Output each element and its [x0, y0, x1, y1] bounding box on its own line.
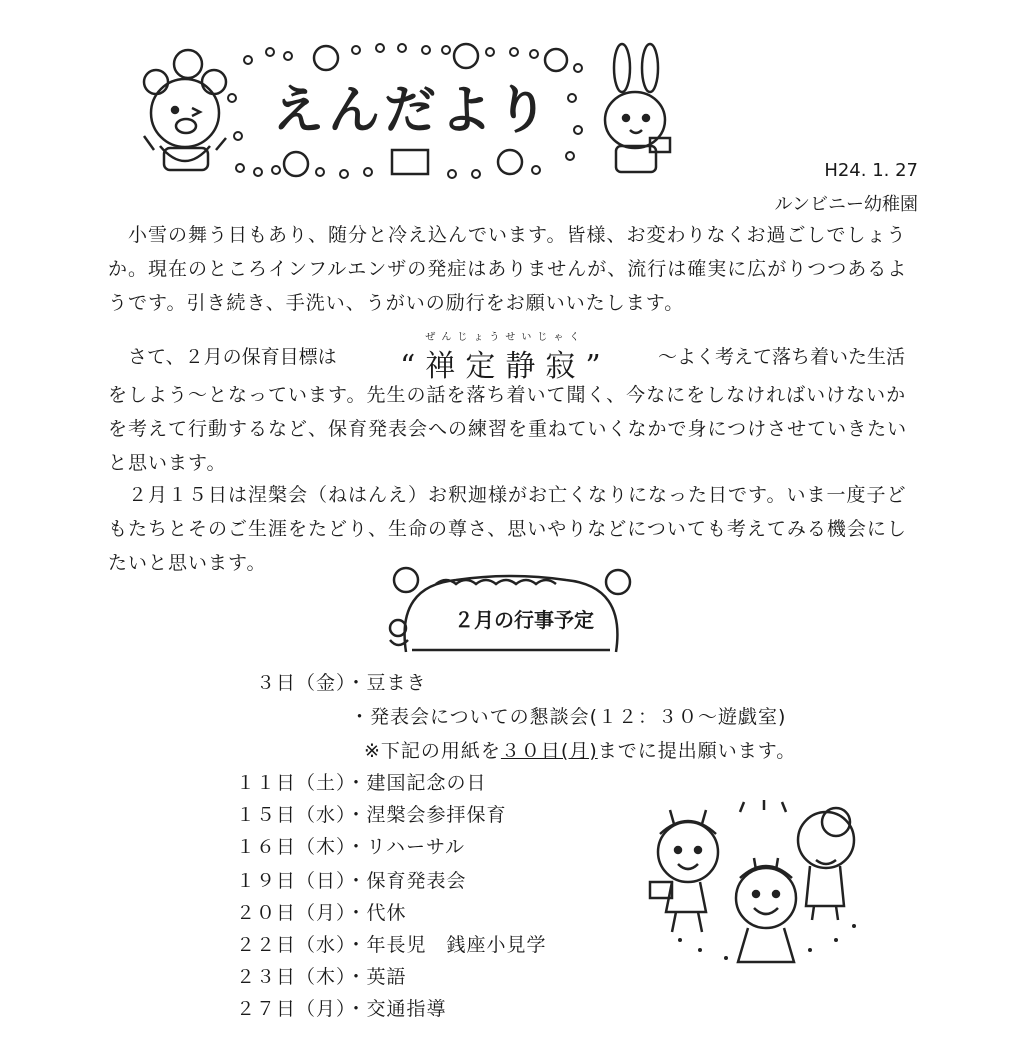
event-row — [236, 930, 547, 957]
event-date: １９日（日） — [236, 870, 347, 892]
event-date: １６日（木） — [236, 836, 347, 858]
event-date: ３日（金） — [256, 672, 347, 694]
newsletter-title: えんだより — [272, 81, 553, 141]
event-row — [350, 702, 786, 729]
goal-suffix: ～よく考えて落ち着いた生活 — [658, 346, 906, 368]
event-row — [236, 768, 487, 795]
event-date: ２２日（水） — [236, 934, 347, 956]
event-row — [256, 668, 427, 695]
event-row — [236, 832, 465, 859]
goal-kanji: “禅定静寂” — [400, 349, 611, 384]
event-row — [236, 898, 407, 925]
event-row — [236, 800, 507, 827]
intro-paragraph: 小雪の舞う日もあり、随分と冷え込んでいます。皆様、お変わりなくお過ごしでしょうか。現在のところインフルエンザの発症はありませんが、流行は確実に広がりつつあるようです。引き続き、手洗い、うがいの励行をお願いいたします。 — [108, 224, 908, 314]
events-heading: ２月の行事予定 — [454, 608, 594, 632]
goal-prefix: さて、２月の保育目標は — [128, 346, 337, 368]
event-text: ・涅槃会参拝保育 — [346, 804, 507, 826]
goal-kanji-block — [400, 328, 611, 385]
note-deadline: ３０日(月) — [500, 740, 598, 762]
event-note — [364, 736, 796, 763]
kids-oni-illustration — [640, 800, 880, 970]
event-text: ・リハーサル — [346, 836, 465, 858]
event-text: ・発表会についての懇談会(１２：３０～遊戯室) — [350, 706, 787, 728]
school-name: ルンビニー幼稚園 — [774, 194, 918, 215]
event-date: ２７日（月） — [236, 998, 347, 1020]
note-text: ※下記の用紙を — [364, 740, 501, 762]
event-row — [236, 994, 447, 1021]
note-text: までに提出願います。 — [597, 740, 797, 762]
child-icon — [798, 812, 854, 868]
event-row — [236, 962, 407, 989]
child-icon — [658, 822, 718, 882]
event-text: ・交通指導 — [346, 998, 447, 1020]
event-text: ・年長児 銭座小見学 — [346, 934, 547, 956]
bunny-icon — [605, 92, 665, 148]
goal-ruby: ぜんじょうせいじゃく — [425, 332, 586, 343]
event-text: ・保育発表会 — [346, 870, 467, 892]
issue-date: H24. 1. 27 — [824, 160, 918, 181]
event-date: １５日（水） — [236, 804, 347, 826]
event-text: ・豆まき — [346, 672, 427, 694]
event-date: １１日（土） — [236, 772, 347, 794]
event-text: ・代休 — [346, 902, 407, 924]
event-row — [236, 866, 467, 893]
nehan-paragraph: ２月１５日は涅槃会（ねはんえ）お釈迦様がお亡くなりになった日です。いま一度子どもたちとそのご生涯をたどり、生命の尊さ、思いやりなどについても考えてみる機会にしたいと思います。 — [108, 484, 907, 574]
child-icon — [736, 868, 796, 928]
bear-icon — [151, 79, 219, 147]
event-text: ・建国記念の日 — [346, 772, 487, 794]
event-date: ２０日（月） — [236, 902, 347, 924]
event-date: ２３日（木） — [236, 966, 347, 988]
event-text: ・英語 — [346, 966, 407, 988]
goal-paragraph: をしよう～となっています。先生の話を落ち着いて聞く、今なにをしなければいけないかを考えて行動するなど、保育発表会への練習を重ねていくなかで身につけさせていきたいと思います。 — [108, 384, 908, 474]
